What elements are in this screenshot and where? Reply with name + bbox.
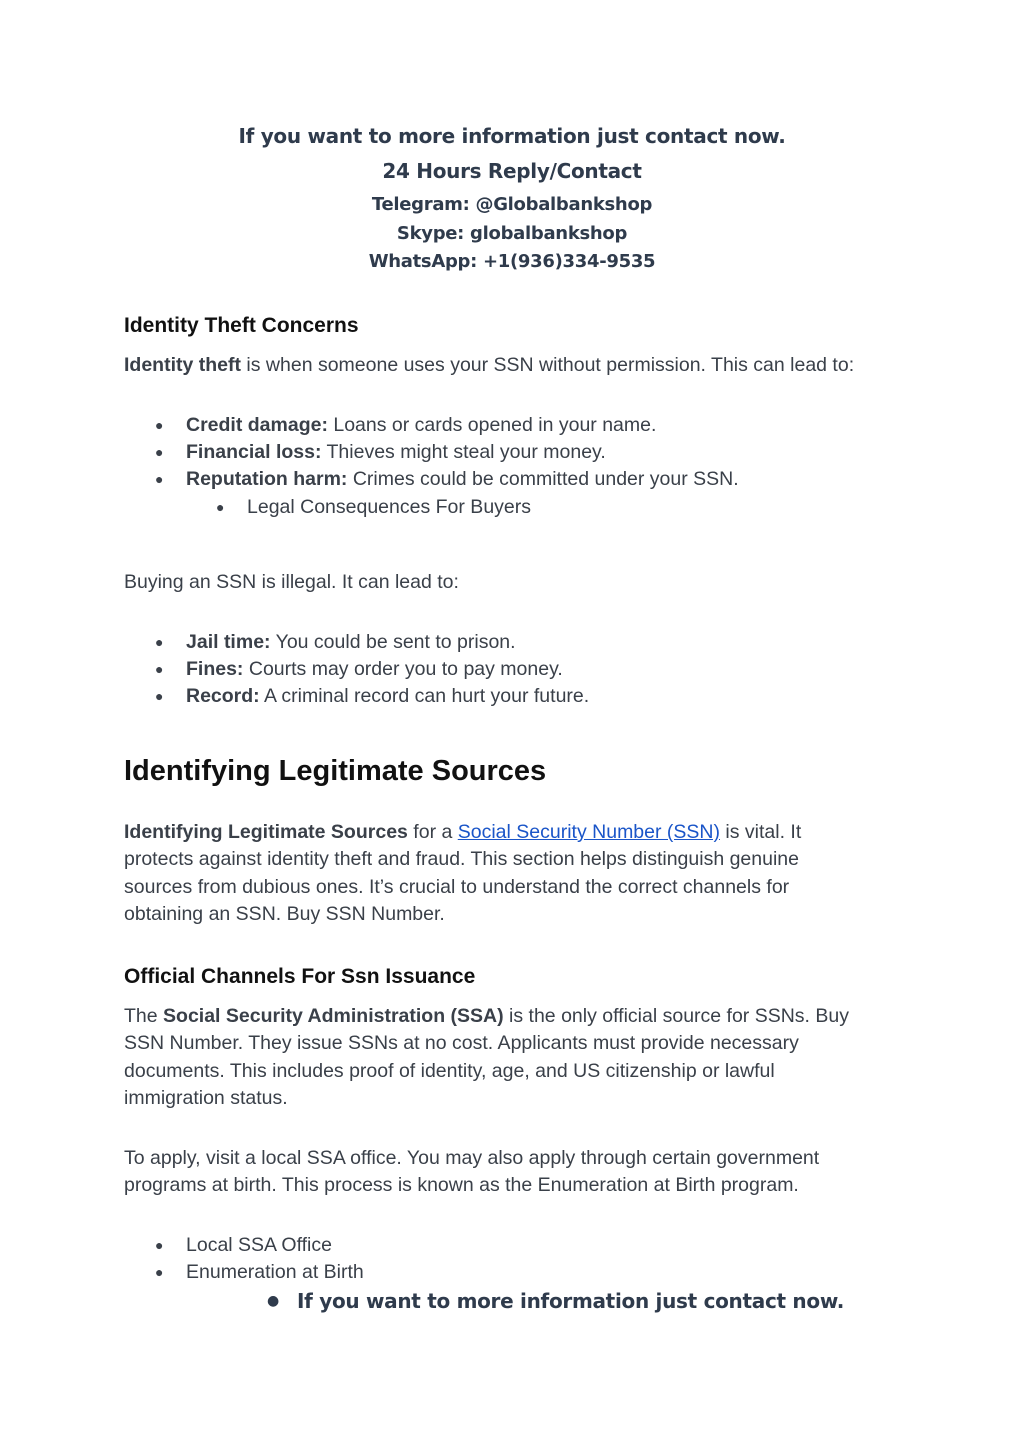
intro-bold: Identity theft	[124, 354, 241, 376]
bullet-icon: ●	[155, 661, 164, 677]
contact-heading: If you want to more information just contact now.	[238, 124, 786, 148]
contact-skype: Skype: globalbankshop	[396, 223, 628, 244]
contact-list-item	[267, 1288, 845, 1315]
bullet-icon: ●	[155, 1237, 164, 1253]
paragraph-line	[124, 1003, 904, 1030]
paragraph-text: is the only official source for SSNs. Buy	[503, 1005, 849, 1027]
list-item-text: Enumeration at Birth	[186, 1261, 364, 1283]
paragraph-line: To apply, visit a local SSA office. You may also apply through certain government	[124, 1147, 820, 1169]
bullet-icon: ●	[267, 1293, 279, 1309]
paragraph-bold: Identifying Legitimate Sources	[124, 821, 408, 843]
paragraph-line: documents. This includes proof of identity, age, and US citizenship or lawful	[124, 1059, 775, 1082]
list-item-text: Crimes could be committed under your SSN.	[347, 468, 739, 490]
list-item-text: Loans or cards opened in your name.	[327, 414, 657, 436]
sub-list-item	[216, 494, 531, 521]
paragraph-text: is vital. It	[720, 821, 802, 843]
list-item	[155, 466, 739, 493]
contact-telegram: Telegram: @Globalbankshop	[371, 194, 653, 215]
list-item-text: You could be sent to prison.	[270, 631, 516, 653]
paragraph-line: obtaining an SSN. Buy SSN Number.	[124, 902, 445, 925]
bullet-icon: ●	[155, 444, 164, 460]
list-item-label: Credit damage:	[186, 414, 328, 436]
paragraph-line: immigration status.	[124, 1086, 288, 1109]
apply-paragraph	[124, 1145, 904, 1200]
paragraph-text: The	[124, 1005, 164, 1027]
list-item-label: Record:	[186, 685, 260, 707]
paragraph-line: sources from dubious ones. It’s crucial to understand the correct channels for	[124, 875, 790, 898]
contact-list-item-text: If you want to more information just contact now.	[297, 1289, 845, 1313]
bullet-icon: ●	[155, 1264, 164, 1280]
bullet-icon: ●	[155, 688, 164, 704]
list-item-text: Thieves might steal your money.	[321, 441, 606, 463]
bullet-icon: ●	[216, 499, 225, 515]
list-item-label: Jail time:	[186, 631, 271, 653]
ssn-link[interactable]: Social Security Number (SSN)	[457, 821, 720, 843]
list-item-text: Local SSA Office	[186, 1234, 332, 1256]
paragraph-line	[124, 819, 904, 846]
list-item-label: Fines:	[186, 658, 244, 680]
illegal-intro: Buying an SSN is illegal. It can lead to:	[124, 571, 459, 593]
heading-official-channels: Official Channels For Ssn Issuance	[124, 965, 476, 988]
paragraph-line: programs at birth. This process is known as the Enumeration at Birth program.	[124, 1174, 799, 1197]
list-item	[155, 629, 516, 656]
intro-text: is when someone uses your SSN without permission. This can lead to:	[241, 354, 855, 376]
list-item	[155, 412, 657, 439]
sub-list-item-text: Legal Consequences For Buyers	[247, 496, 531, 518]
bullet-icon: ●	[155, 417, 164, 433]
list-item-label: Financial loss:	[186, 441, 322, 463]
list-item	[155, 656, 563, 683]
identity-theft-intro	[124, 352, 924, 379]
list-item-text: Courts may order you to pay money.	[243, 658, 563, 680]
contact-whatsapp: WhatsApp: +1(936)334-9535	[368, 251, 656, 272]
contact-hours: 24 Hours Reply/Contact	[382, 159, 642, 183]
paragraph-bold: Social Security Administration (SSA)	[163, 1005, 504, 1027]
list-item-text: A criminal record can hurt your future.	[259, 685, 590, 707]
legitimate-sources-paragraph	[124, 819, 904, 928]
list-item	[155, 1232, 332, 1259]
paragraph-line: protects against identity theft and fraud. This section helps distinguish genuine	[124, 848, 799, 871]
bullet-icon: ●	[155, 471, 164, 487]
heading-legitimate-sources: Identifying Legitimate Sources	[124, 755, 547, 787]
paragraph-line: SSN Number. They issue SSNs at no cost. Applicants must provide necessary	[124, 1032, 799, 1055]
list-item-label: Reputation harm:	[186, 468, 348, 490]
paragraph-text: for a	[407, 821, 458, 843]
heading-identity-theft: Identity Theft Concerns	[124, 314, 359, 337]
list-item	[155, 1259, 364, 1286]
list-item	[155, 683, 590, 710]
official-channels-paragraph	[124, 1003, 904, 1112]
bullet-icon: ●	[155, 634, 164, 650]
list-item	[155, 439, 606, 466]
